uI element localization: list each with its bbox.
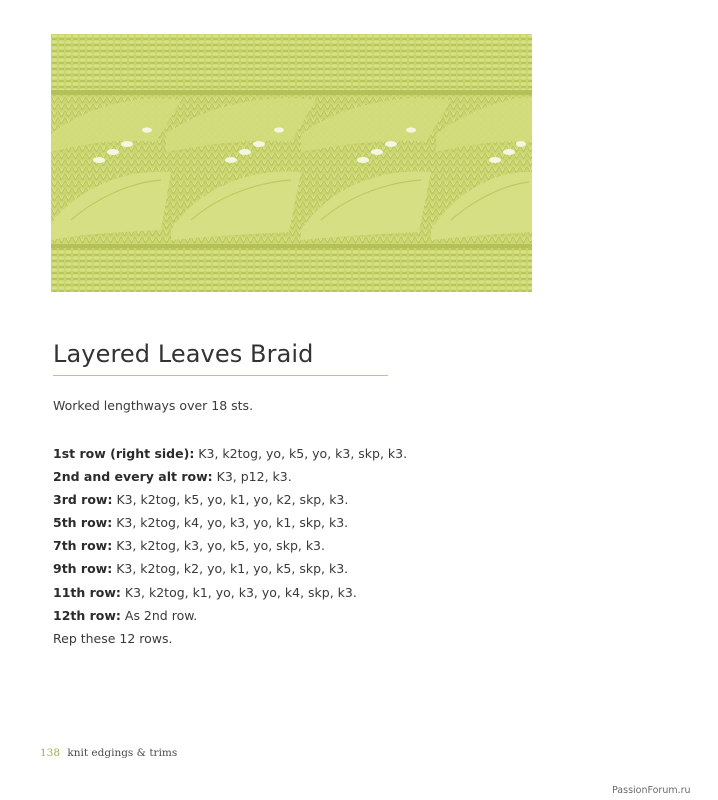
- row-text: Rep these 12 rows.: [53, 630, 173, 646]
- instruction-row: [53, 488, 407, 511]
- row-label: 2nd and every alt row:: [53, 469, 213, 485]
- watermark: PassionForum.ru: [612, 785, 691, 796]
- row-label: 1st row (right side):: [53, 446, 195, 461]
- instruction-row: [53, 581, 407, 604]
- row-text: K3, k2tog, k4, yo, k3, yo, k1, skp, k3.: [112, 515, 349, 531]
- row-label: 3rd row:: [53, 492, 113, 508]
- row-text: K3, k2tog, k1, yo, k3, yo, k4, skp, k3.: [120, 584, 357, 600]
- instruction-row: [53, 511, 407, 534]
- row-label: 7th row:: [53, 538, 113, 554]
- knitted-swatch-photo: [51, 34, 532, 292]
- row-label: 9th row:: [53, 561, 113, 577]
- title-underline: [53, 375, 388, 376]
- page-number: 138: [40, 747, 61, 759]
- row-text: K3, k2tog, k3, yo, k5, yo, skp, k3.: [112, 538, 325, 554]
- row-text: K3, k2tog, yo, k5, yo, k3, skp, k3.: [194, 446, 408, 461]
- pattern-title: Layered Leaves Braid: [53, 340, 314, 368]
- section-name: knit edgings & trims: [67, 747, 178, 759]
- row-text: As 2nd row.: [120, 607, 198, 623]
- row-text: K3, p12, k3.: [212, 469, 292, 485]
- instruction-row: [53, 442, 407, 465]
- instruction-row: [53, 534, 407, 557]
- instruction-row: [53, 604, 407, 627]
- instruction-row: [53, 627, 407, 650]
- row-label: 12th row:: [53, 607, 121, 623]
- instruction-row: [53, 557, 407, 580]
- row-label: 11th row:: [53, 584, 121, 600]
- page-footer: [40, 746, 177, 760]
- pattern-instructions: [53, 442, 407, 650]
- row-text: K3, k2tog, k2, yo, k1, yo, k5, skp, k3.: [112, 561, 349, 577]
- pattern-intro: Worked lengthways over 18 sts.: [53, 398, 254, 413]
- row-text: K3, k2tog, k5, yo, k1, yo, k2, skp, k3.: [112, 492, 349, 508]
- instruction-row: [53, 465, 407, 488]
- row-label: 5th row:: [53, 515, 113, 531]
